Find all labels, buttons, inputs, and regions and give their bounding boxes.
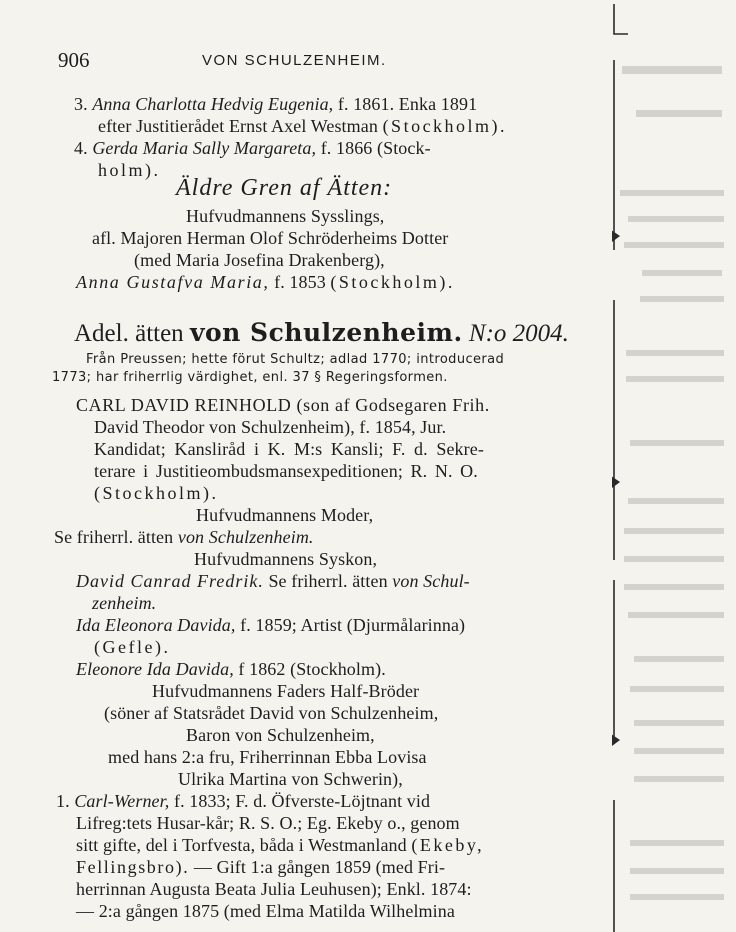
branch-heading: Äldre Gren af Ätten: — [176, 175, 393, 201]
place-text: (Stockholm). — [330, 272, 455, 292]
running-head: VON SCHULZENHEIM. — [202, 52, 387, 69]
body-text: f. 1859; Artist (Djurmålarinna) — [240, 615, 466, 635]
body-line: terare i Justitieombudsmansexpeditionen; R. N. O. — [94, 461, 478, 481]
body-line — [54, 526, 314, 548]
entry-name: Anna Charlotta Hedvig Eugenia, — [92, 94, 334, 114]
family-name: von Schulzenheim. — [189, 318, 463, 347]
body-line: (Gefle). — [94, 637, 171, 657]
body-line — [56, 790, 430, 812]
entry-number: 4. — [74, 138, 88, 158]
person-name: David Canrad Fredrik. — [76, 571, 264, 591]
body-text: — Gift 1:a gången 1859 (med Fri- — [193, 857, 446, 877]
family-info: Från Preussen; hette förut Schultz; adlad 1770; introducerad — [86, 352, 505, 367]
body-line: Baron von Schulzenheim, — [186, 725, 375, 745]
body-line — [76, 570, 470, 592]
family-info: 1773; har friherrlig värdighet, enl. 37 § Regeringsformen. — [52, 370, 448, 385]
entry-line — [98, 115, 507, 137]
body-line: Hufvudmannens Syskon, — [194, 549, 378, 569]
entry-line — [74, 137, 431, 159]
body-line: — 2:a gången 1875 (med Elma Matilda Wilhelmina — [76, 901, 455, 921]
body-text: f 1862 (Stockholm). — [238, 659, 386, 679]
body-line: CARL DAVID REINHOLD (son af Godsegaren Frih. — [76, 395, 490, 415]
body-text: f. 1833; F. d. Öfverste-Löjtnant vid — [173, 791, 431, 811]
page-edge-bleedthrough — [612, 0, 736, 932]
body-line: herrinnan Augusta Beata Julia Leuhusen); Enkl. 1874: — [76, 879, 472, 899]
person-name: Eleonore Ida Davida, — [76, 659, 234, 679]
person-name: Carl-Werner, — [74, 791, 170, 811]
entry-number: 1. — [56, 791, 70, 811]
entry-text: efter Justitierådet Ernst Axel Westman — [98, 116, 378, 136]
entry-line — [74, 93, 477, 115]
body-ref: von Schulzenheim. — [177, 527, 314, 547]
entry-name: Gerda Maria Sally Margareta, — [92, 138, 317, 158]
body-text: Se friherrl. ätten — [54, 527, 174, 547]
entry-text: f. 1866 (Stock- — [320, 138, 431, 158]
body-line — [76, 658, 386, 680]
person-name: Anna Gustafva Maria, — [76, 272, 270, 292]
body-text: sitt gifte, del i Torfvesta, båda i Westmanland — [76, 835, 407, 855]
branch-line: Hufvudmannens Sysslings, — [186, 206, 385, 226]
branch-line: (med Maria Josefina Drakenberg), — [134, 250, 385, 270]
body-line: Kandidat; Kansliråd i K. M:s Kansli; F. d. Sekre- — [94, 439, 484, 459]
body-ref: von Schul- — [392, 571, 470, 591]
body-text: Se friherrl. ätten — [268, 571, 388, 591]
entry-place: (Stockholm). — [382, 116, 508, 136]
body-line: zenheim. — [92, 593, 157, 613]
body-line: med hans 2:a fru, Friherrinnan Ebba Lovisa — [108, 747, 427, 767]
body-line — [76, 856, 445, 878]
entry-number: 3. — [74, 94, 88, 114]
place-text: Fellingsbro). — [76, 857, 190, 877]
body-line: Hufvudmannens Faders Half-Bröder — [152, 681, 420, 701]
branch-line — [76, 271, 455, 293]
entry-text: f. 1861. Enka 1891 — [337, 94, 478, 114]
body-line: Lifreg:tets Husar-kår; R. S. O.; Eg. Ekeby o., genom — [76, 813, 460, 833]
birth-text: f. 1853 — [274, 272, 326, 292]
body-line: (söner af Statsrådet David von Schulzenheim, — [104, 703, 439, 723]
body-line — [76, 614, 465, 636]
branch-line: afl. Majoren Herman Olof Schröderheims Dotter — [92, 228, 449, 248]
body-line: Ulrika Martina von Schwerin), — [178, 769, 403, 789]
place-text: (Ekeby, — [411, 835, 485, 855]
page-number: 906 — [58, 48, 90, 72]
family-prefix: Adel. ätten — [74, 320, 184, 347]
person-name: Ida Eleonora Davida, — [76, 615, 236, 635]
family-number: N:o 2004. — [468, 320, 569, 347]
body-line: (Stockholm). — [94, 483, 219, 503]
body-line: David Theodor von Schulzenheim), f. 1854, Jur. — [94, 417, 447, 437]
body-line — [76, 834, 484, 856]
body-line: Hufvudmannens Moder, — [196, 505, 374, 525]
entry-line: holm). — [98, 160, 161, 180]
family-heading — [74, 318, 569, 348]
